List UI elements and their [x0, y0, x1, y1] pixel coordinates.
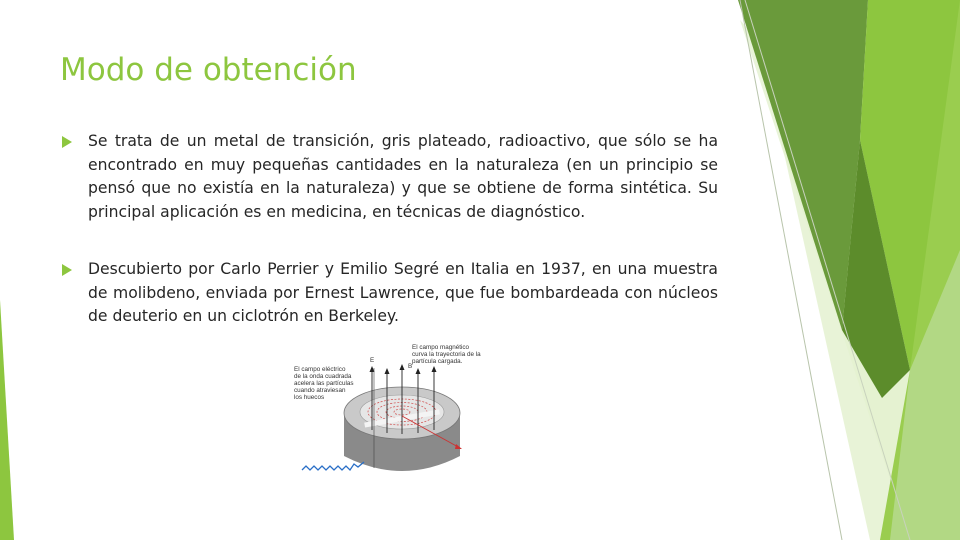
bullet-list	[62, 130, 718, 363]
label-right-line-1: El campo magnético	[412, 344, 470, 351]
label-right-line-2: curva la trayectoria de la	[412, 351, 481, 358]
input-wave	[302, 462, 364, 470]
bullet-arrow-icon	[62, 136, 72, 148]
label-right-line-3: partícula cargada.	[412, 358, 463, 365]
label-left-line-1: El campo eléctrico	[294, 366, 346, 373]
label-b: B	[408, 363, 413, 370]
slide-title: Modo de obtención	[60, 52, 357, 88]
label-left-line-4: cuando atraviesan	[294, 387, 346, 394]
arrow-head	[400, 364, 405, 370]
arrow-head	[432, 366, 437, 372]
bullet-arrow-icon	[62, 264, 72, 276]
label-left-line-3: acelera las partículas	[294, 380, 354, 387]
label-left-line-2: de la onda cuadrada	[294, 373, 352, 380]
bullet-text: Se trata de un metal de transición, gris plateado, radioactivo, que sólo se ha encontrado en muy pequeñas cantidades en la naturaleza (en un principio se pensó que no existía en la naturaleza) y que se obtiene de forma sintética. Su principal aplicación es en medicina, en técnicas de diagnóstico.	[88, 132, 718, 221]
cyclotron-diagram	[284, 338, 504, 478]
deco-shape-bottom-left	[0, 300, 14, 540]
label-e: E	[370, 357, 375, 364]
bullet-text: Descubierto por Carlo Perrier y Emilio Segré en Italia en 1937, en una muestra de molibdeno, enviada por Ernest Lawrence, que fue bombardeada con núcleos de deuterio en un ciclotrón en Berkeley.	[88, 260, 718, 325]
bullet-item-1	[62, 130, 718, 224]
arrow-head	[416, 368, 421, 374]
label-left-line-5: los huecos	[294, 394, 325, 401]
arrow-head	[385, 368, 390, 374]
bullet-item-2	[62, 258, 718, 329]
